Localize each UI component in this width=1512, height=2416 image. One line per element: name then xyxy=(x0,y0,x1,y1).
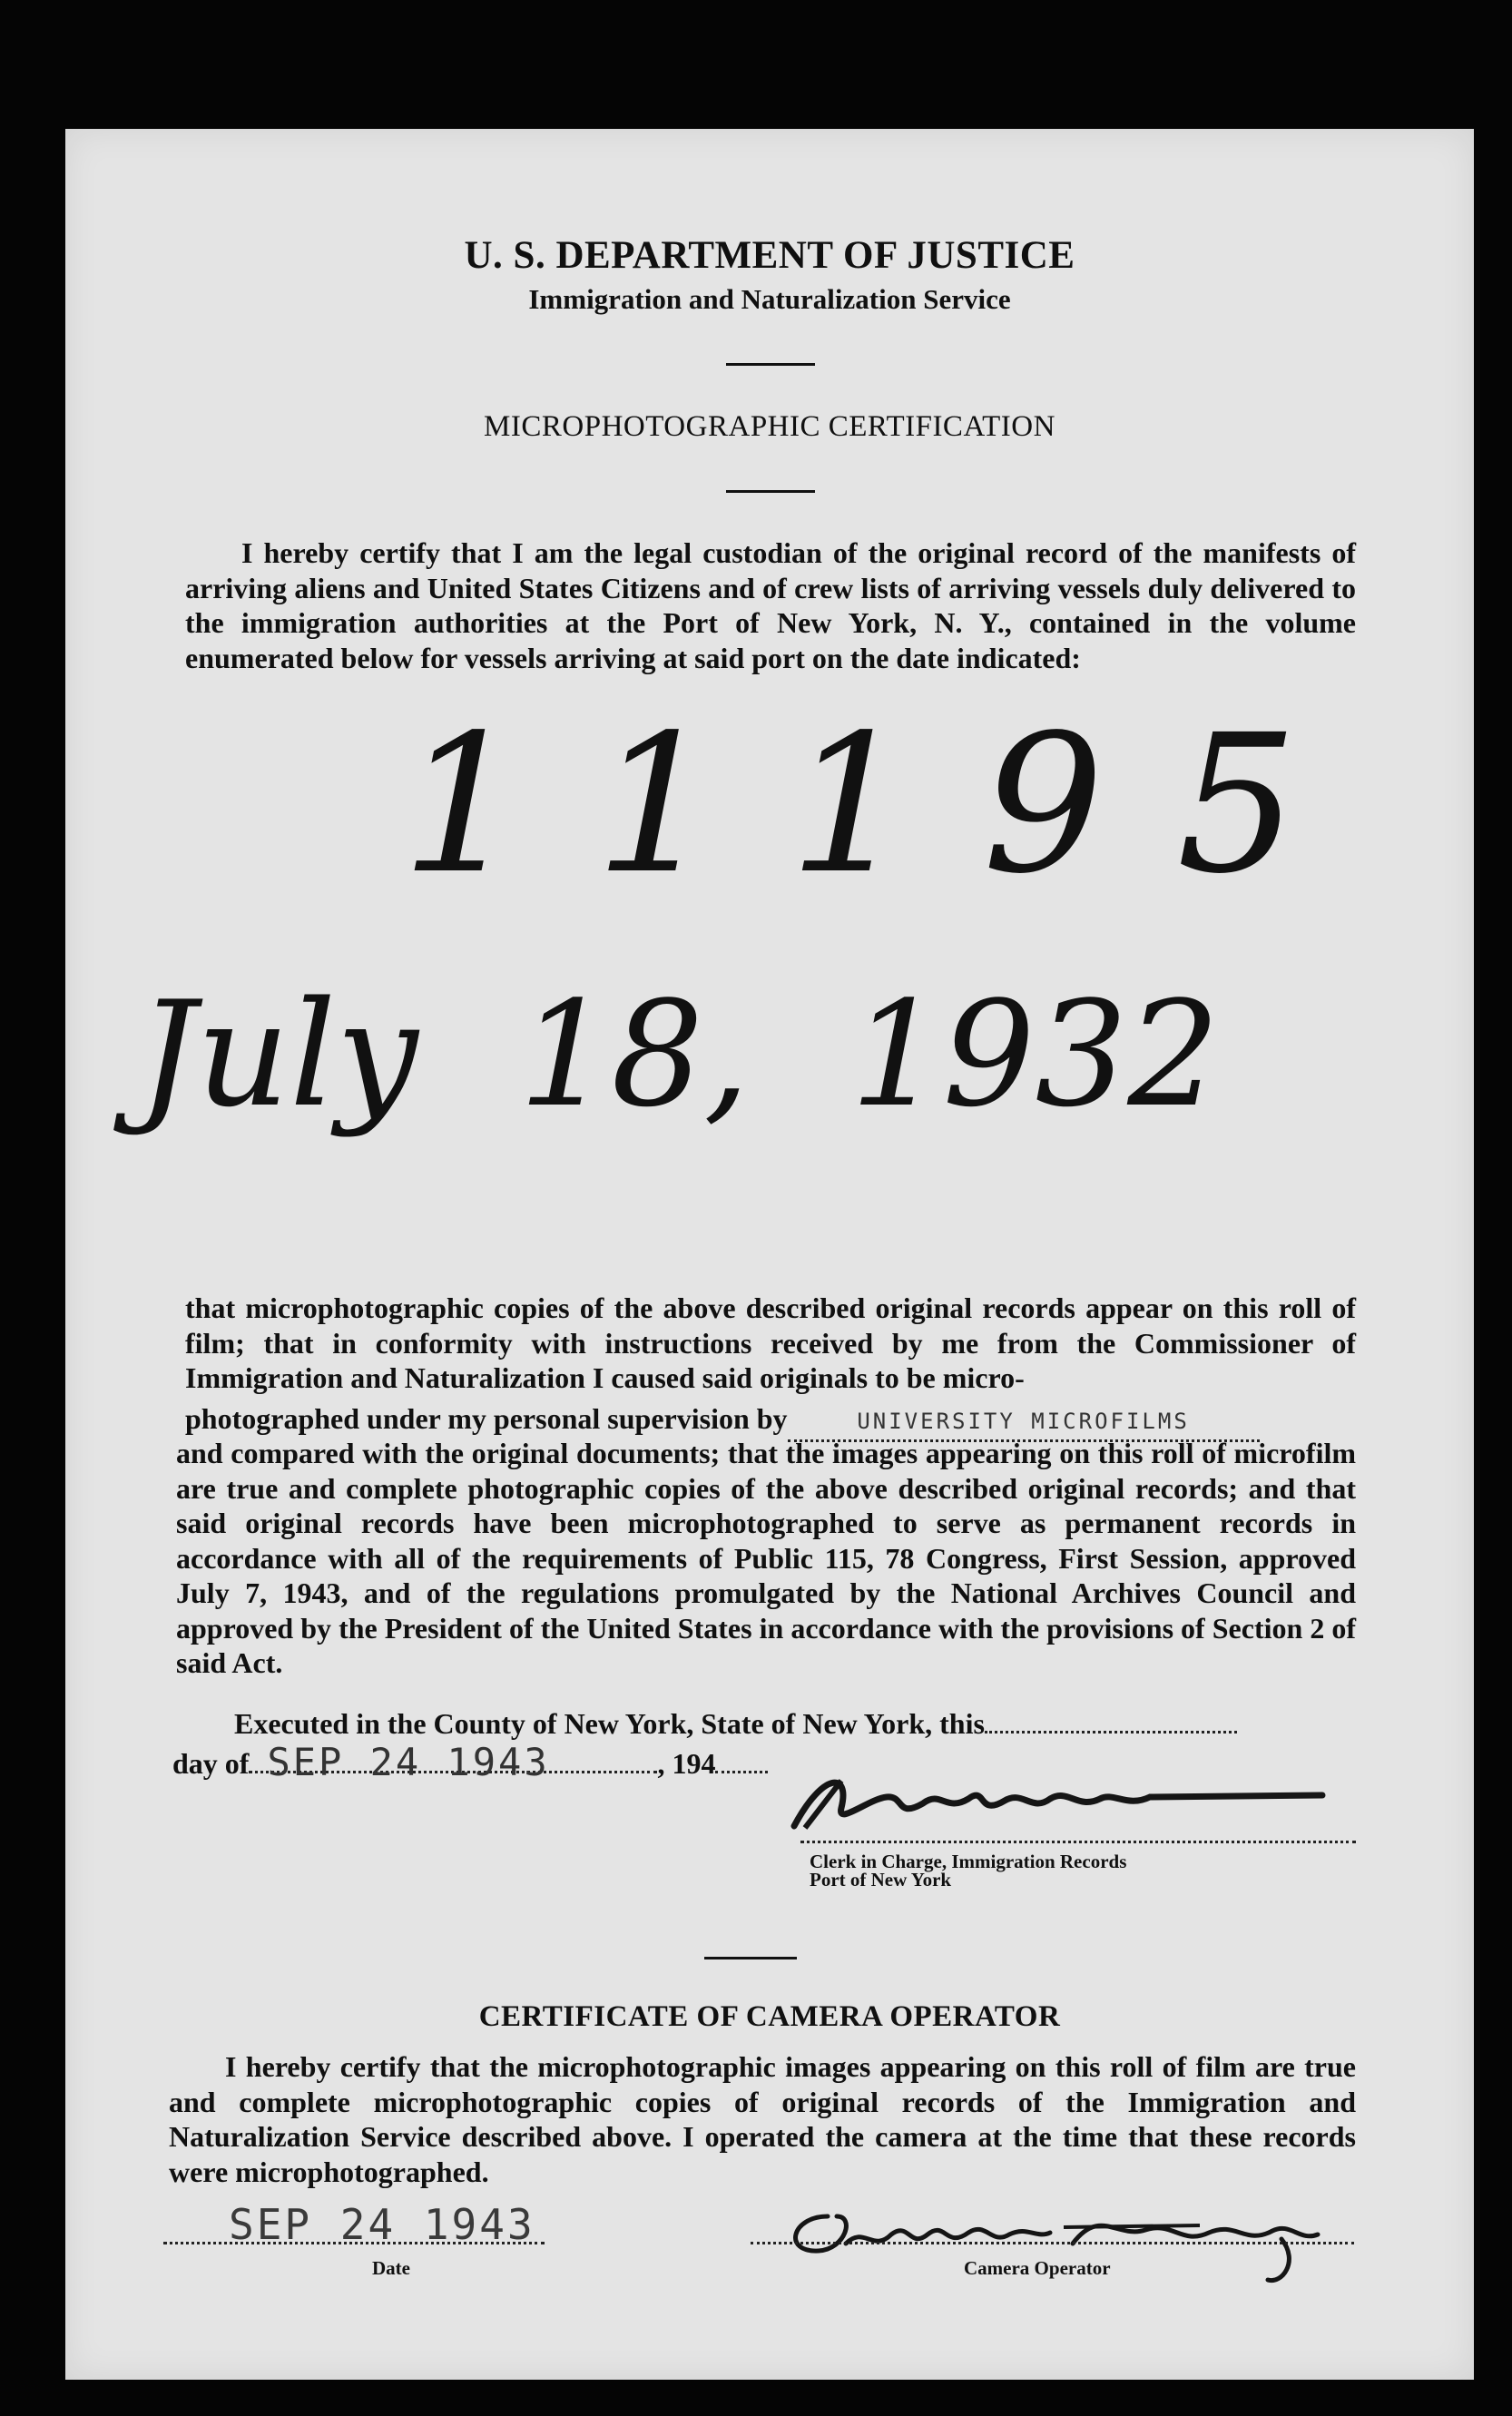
department-heading: U. S. DEPARTMENT OF JUSTICE xyxy=(464,234,1075,277)
camera-operator-label: Camera Operator xyxy=(964,2257,1111,2279)
handwritten-volume-number: 11195 xyxy=(401,693,1371,916)
clerk-port: Port of New York xyxy=(810,1869,952,1891)
certificate-page xyxy=(65,129,1474,2380)
camera-operator-text: I hereby certify that the microphotographic images appearing on this roll of film are true and complete microphotographic copies of original records of the Immigration and Naturalization Service described above. I operated the camera at the time that these records were microphotographed. xyxy=(169,2050,1356,2188)
date-stamp: SEP 24 1943 xyxy=(267,1740,550,1784)
certification-body-part2: and compared with the original documents; that the images appearing on this roll of microfilm are true and complete photographic copies of the above described original records; and that said original records have been microphotographed to serve as permanent records in accordance with all of the requirements of Public 115, 78 Congress, First Session, approved July 7, 1943, and of the regulations promulgated by the National Archives Council and approved by the President of the United States in accordance with the provisions of Section 2 of said Act. xyxy=(176,1437,1356,1679)
service-subheading: Immigration and Naturalization Service xyxy=(528,283,1011,315)
divider xyxy=(726,363,815,366)
certification-body-part1: that microphotographic copies of the above described original records appear on this roll of film; that in conformity with instructions received by me from the Commissioner of Immigration and Naturalization I caused said originals to be micro- xyxy=(185,1291,1356,1394)
day-field xyxy=(985,1731,1237,1733)
handwritten-date: July 18, 1932 xyxy=(138,969,1221,1139)
divider xyxy=(726,490,815,493)
clerk-signature-line xyxy=(800,1841,1356,1843)
contractor-stamp: UNIVERSITY MICROFILMS xyxy=(857,1409,1190,1434)
executed-text: Executed in the County of New York, State of New York, this xyxy=(234,1707,985,1740)
year-field xyxy=(715,1771,768,1773)
certification-intro: I hereby certify that I am the legal custodian of the original record of the manifests of arriving aliens and United States Citizens and of crew lists of arriving vessels duly delivered to the immigration authorities at the Port of New York, N. Y., contained in the volume enumerated below for vessels arriving at said port on the date indicated: xyxy=(185,536,1356,674)
executed-line xyxy=(234,1706,1356,1742)
divider xyxy=(704,1957,797,1959)
clerk-signature xyxy=(787,1763,1368,1844)
operator-date-stamp: SEP 24 1943 xyxy=(229,2200,535,2249)
supervision-prefix: photographed under my personal supervision by xyxy=(185,1402,788,1435)
certification-title: MICROPHOTOGRAPHIC CERTIFICATION xyxy=(484,410,1055,443)
year-prefix: , 194 xyxy=(657,1747,716,1780)
date-field xyxy=(249,1740,657,1784)
camera-operator-signature-line xyxy=(751,2242,1354,2244)
clerk-title: Clerk in Charge, Immigration Records xyxy=(810,1851,1127,1872)
camera-operator-title: CERTIFICATE OF CAMERA OPERATOR xyxy=(478,2000,1061,2033)
operator-date-line xyxy=(163,2242,545,2244)
operator-date-label: Date xyxy=(372,2257,410,2279)
day-of-label: day of xyxy=(172,1747,250,1780)
